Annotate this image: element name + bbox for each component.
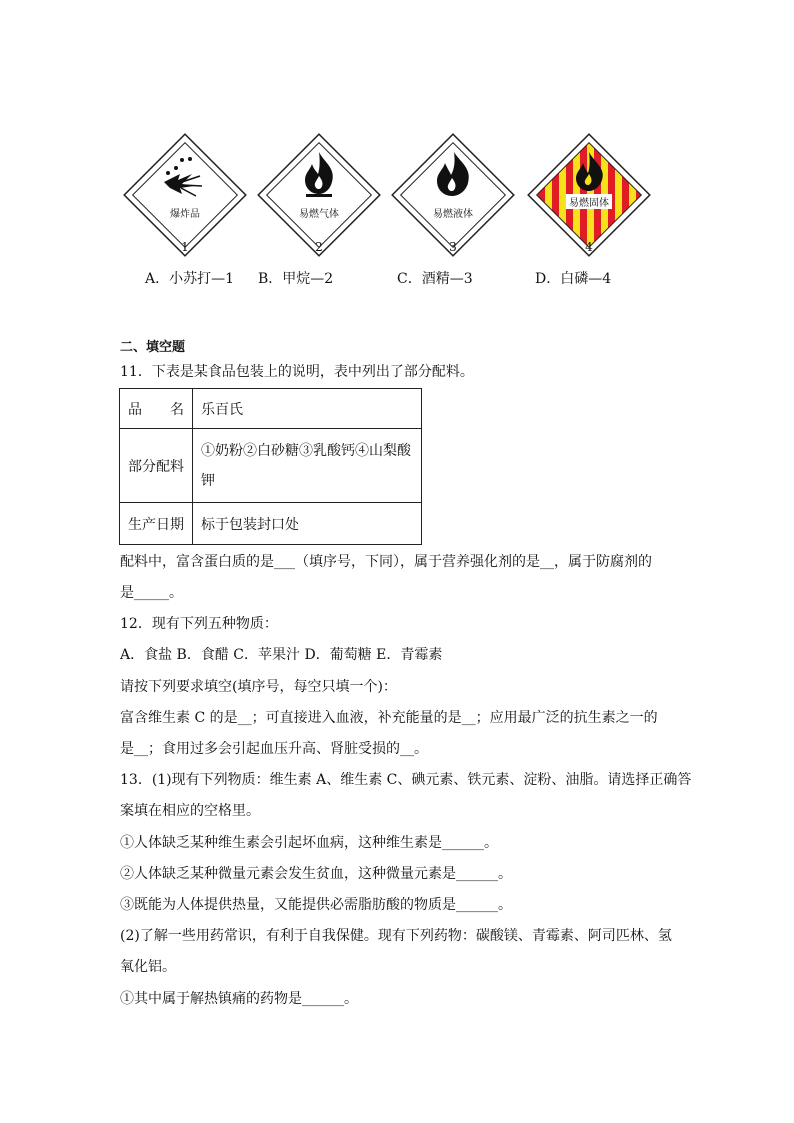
table-header-cell: 生产日期 [120,503,193,545]
q13-sub-3: ③既能为人体提供热量，又能提供必需脂肪酸的物质是______。 [120,897,512,913]
section-title: 二、填空题 [120,340,186,355]
q11-after-line-2: 是_____。 [120,585,183,601]
ingredients-line-1: ①奶粉②白砂糖③乳酸钙④山梨酸 [201,442,411,459]
q12-line-2: 是__；食用过多会引起血压升高、肾脏受损的__。 [120,741,428,757]
table-value-cell: 标于包装封口处 [193,503,422,545]
q13-part2-line-1: (2)了解一些用药常识，有利于自我保健。现有下列药物：碳酸镁、青霉素、阿司匹林、氢 [120,928,672,944]
table-header-cell: 品 名 [120,389,193,429]
q13-line-1: 13．(1)现有下列物质：维生素 A、维生素 C、碘元素、铁元素、淀粉、油脂。请选择正确答 [120,772,692,788]
q13-part2-sub-1: ①其中属于解热镇痛的药物是______。 [120,991,358,1007]
q11-stem: 11．下表是某食品包装上的说明，表中列出了部分配料。 [120,364,474,380]
q13-line-2: 案填在相应的空格里。 [120,803,260,819]
option-b: B．甲烷—2 [258,271,334,287]
q12-instruction: 请按下列要求填空(填序号，每空只填一个)： [120,679,397,695]
product-info-table [119,388,422,545]
table-value-cell [193,429,422,503]
q12-options: A．食盐 B．食醋 C．苹果汁 D．葡萄糖 E．青霉素 [120,647,443,663]
option-a: A．小苏打—1 [145,271,235,287]
sign-number: 3 [449,240,457,254]
table-value-cell: 乐百氏 [193,389,422,429]
sign-number: 2 [315,240,323,254]
sign-label: 易燃气体 [299,209,339,220]
table-row [120,429,422,503]
q13-part2-line-2: 氧化铝。 [120,959,176,975]
q13-sub-2: ②人体缺乏某种微量元素会发生贫血，这种微量元素是______。 [120,866,512,882]
ingredients-line-2: 钾 [201,472,215,489]
sign-label: 易燃固体 [569,198,609,209]
q12-stem: 12．现有下列五种物质： [120,616,278,632]
q11-after-line-1: 配料中，富含蛋白质的是___（填序号，下同），属于营养强化剂的是__，属于防腐剂的 [120,554,652,570]
table-row [120,503,422,545]
table-header-cell: 部分配料 [120,429,193,503]
q12-line-1: 富含维生素 C 的是__；可直接进入血液，补充能量的是__；应用最广泛的抗生素之一的 [120,710,658,726]
sign-label: 爆炸品 [170,209,200,220]
sign-number: 1 [181,240,189,254]
option-d: D．白磷—4 [535,271,612,287]
table-row [120,389,422,429]
sign-number: 4 [585,240,593,254]
option-c: C．酒精—3 [397,271,473,287]
sign-label: 易燃液体 [433,209,473,220]
q13-sub-1: ①人体缺乏某种维生素会引起坏血病，这种维生素是______。 [120,835,498,851]
